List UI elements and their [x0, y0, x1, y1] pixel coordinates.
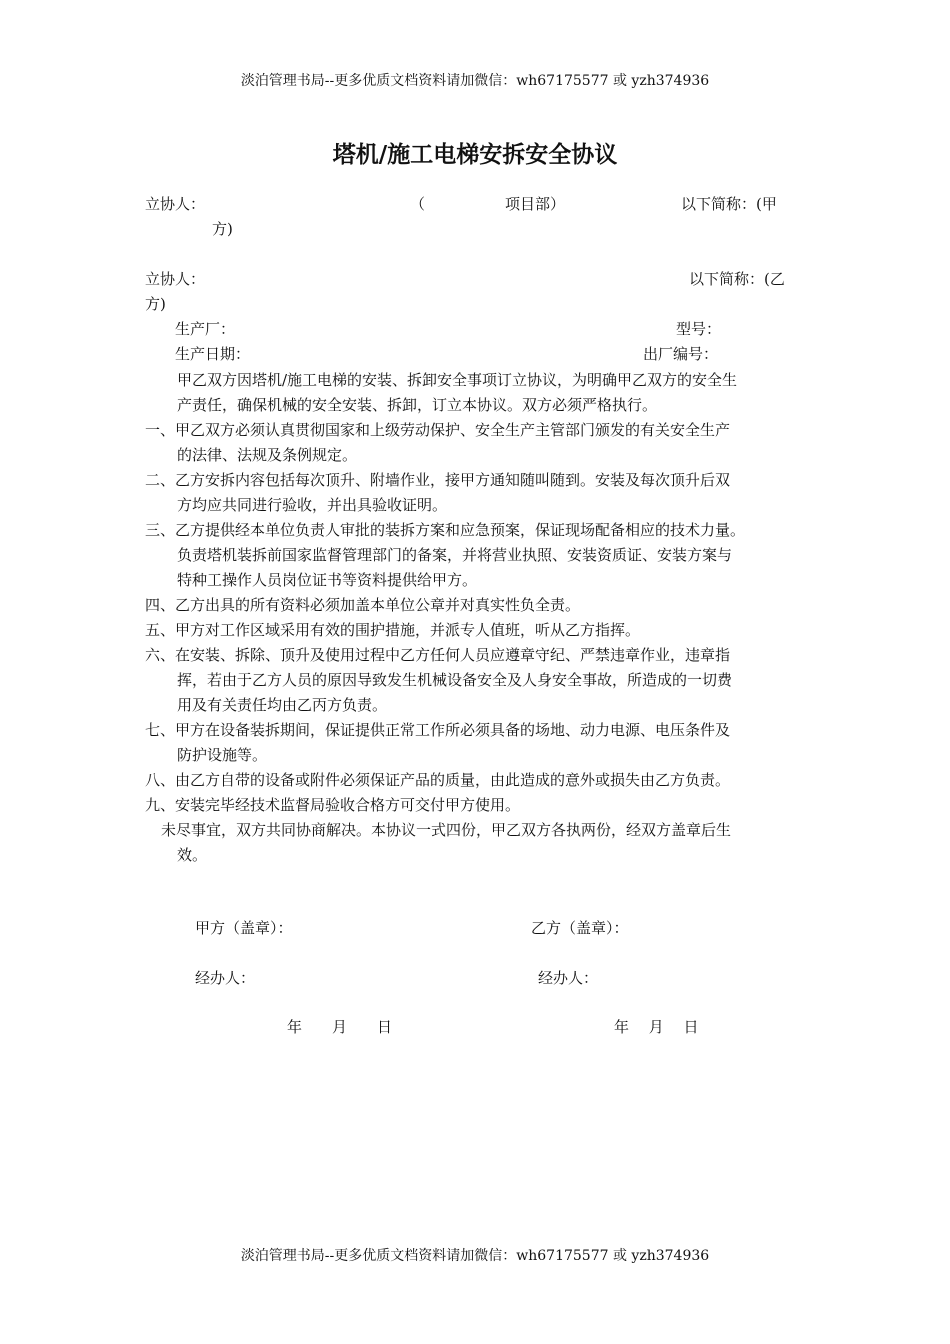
party-b-seal: 乙方（盖章）：: [531, 919, 629, 937]
party-b-abbr-cont: 方): [145, 295, 166, 313]
party-a-abbr: 以下简称：(甲: [681, 195, 777, 213]
party-a-date: 年 月 日: [287, 1018, 393, 1036]
model-field: 型号：: [676, 320, 722, 338]
clause-7: 七、甲方在设备装拆期间，保证提供正常工作所必须具备的场地、动力电源、电压条件及 防护设施等。: [145, 721, 731, 764]
clause-2: 二、乙方安拆内容包括每次顶升、附墙作业，接甲方通知随叫随到。安装及每次顶升后双 方均应共同进行验收，并出具验收证明。: [145, 471, 731, 514]
party-a-seal: 甲方（盖章）：: [195, 919, 293, 937]
intro-paragraph: [145, 368, 810, 418]
party-b-agent: 经办人：: [538, 969, 599, 987]
page-header: 淡泊管理书局--更多优质文档资料请加微信：wh67175577 或 yzh374936: [240, 73, 710, 89]
clause-8: 八、由乙方自带的设备或附件必须保证产品的质量，由此造成的意外或损失由乙方负责。: [145, 771, 731, 789]
manufacturer-field: 生产厂：: [175, 320, 236, 338]
serial-number-field: 出厂编号：: [643, 345, 719, 363]
clause-6: 六、在安装、拆除、顶升及使用过程中乙方任何人员应遵章守纪、严禁违章作业，违章指 挥，若由于乙方人员的原因导致发生机械设备安全及人身安全事故，所造成的一切费 用及有关责任均由乙丙方负责。: [145, 646, 733, 714]
production-date-field: 生产日期：: [175, 345, 251, 363]
closing-paragraph: 未尽事宜，双方共同协商解决。本协议一式四份，甲乙双方各执两份，经双方盖章后生 效。: [161, 821, 732, 864]
clause-3: 三、乙方提供经本单位负责人审批的装拆方案和应急预案，保证现场配备相应的技术力量。 负责塔机装拆前国家监督管理部门的备案，并将营业执照、安装资质证、安装方案与 特种工操作人员岗位证书等资料提供给甲方。: [145, 521, 746, 589]
clause-1: 一、甲乙双方必须认真贯彻国家和上级劳动保护、安全生产主管部门颁发的有关安全生产 的法律、法规及条例规定。: [145, 421, 731, 464]
intro-line: 产责任，确保机械的安全安装、拆卸，订立本协议。双方必须严格执行。: [177, 396, 658, 414]
party-b-label: 立协人：: [145, 270, 206, 288]
clause-4: 四、乙方出具的所有资料必须加盖本单位公章并对真实性负全责。: [145, 596, 581, 614]
clause-9: 九、安装完毕经技术监督局验收合格方可交付甲方使用。: [145, 796, 521, 814]
agreement-body: [145, 368, 810, 868]
page-footer: 淡泊管理书局--更多优质文档资料请加微信：wh67175577 或 yzh374936: [240, 1248, 710, 1264]
party-a-agent: 经办人：: [195, 969, 256, 987]
party-a-label: 立协人：: [145, 195, 206, 213]
party-a-project: 项目部）: [505, 195, 566, 213]
intro-line: 甲乙双方因塔机/施工电梯的安装、拆卸安全事项订立协议，为明确甲乙双方的安全生: [177, 371, 738, 389]
party-b-abbr: 以下简称：(乙: [689, 270, 785, 288]
party-a-paren: （: [410, 195, 426, 213]
party-b-date: 年 月 日: [614, 1018, 699, 1036]
document-title: 塔机/施工电梯安拆安全协议: [332, 142, 618, 168]
party-a-abbr-cont: 方): [212, 220, 233, 238]
clause-5: 五、甲方对工作区域采用有效的围护措施，并派专人值班，听从乙方指挥。: [145, 621, 641, 639]
